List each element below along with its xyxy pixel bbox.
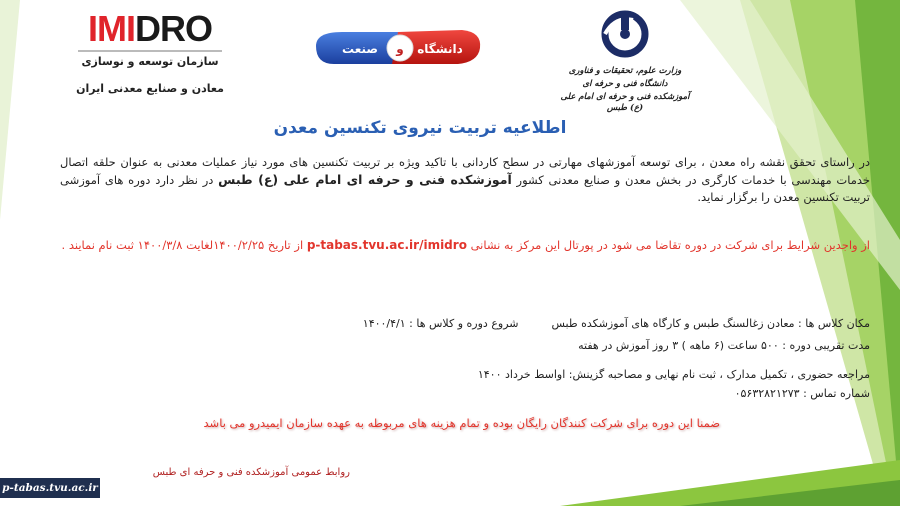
badge-text-industry: صنعت — [342, 42, 378, 56]
registration-text-part1: از واجدین شرایط برای شرکت در دوره تقاضا می شود در پورتال این مرکز به نشانی — [470, 238, 870, 252]
imidro-subtitle-2: معادن و صنایع معدنی ایران — [76, 82, 224, 95]
green-corner-decoration-bottom-right — [560, 440, 900, 506]
ministry-line-2: دانشگاه فنی و حرفه ای — [582, 79, 668, 89]
imidro-divider — [78, 50, 222, 52]
imidro-wordmark — [70, 10, 230, 48]
imidro-logo — [70, 10, 230, 95]
imidro-wordmark-black: DRO — [135, 8, 212, 49]
referral-info: مراجعه حضوری ، تکمیل مدارک ، ثبت نام نهایی و مصاحبه گزینش: اواسط خرداد ۱۴۰۰ — [477, 368, 870, 381]
public-relations-signature: روابط عمومی آموزشکده فنی و حرفه ای طبس — [152, 467, 350, 478]
ministry-line-3: آموزشکده فنی و حرفه ای امام علی (ع) طبس — [560, 92, 690, 113]
intro-text-part1: در راستای تحقق نقشه راه معدن ، برای توسعه آموزشهای مهارتی در سطح کاردانی با تاکید ویژه بر تربیت تکنسین های مورد نیاز عملیات معدنی به عنوان حلقه اتصال خدمات مهندسی با خدمات کارگری در بخش معدن و صنایع معدنی کشور — [60, 155, 871, 187]
ministry-logo — [560, 10, 690, 114]
imidro-wordmark-red: IMI — [88, 8, 135, 49]
imidro-subtitle-1: سازمان توسعه و نوسازی — [81, 55, 219, 68]
registration-paragraph — [60, 236, 870, 255]
course-duration: مدت تقریبی دوره : ۵۰۰ ساعت (۶ ماهه ) ۳ روز آموزش در هفته — [578, 339, 870, 352]
intro-text-part2: در نظر دارد دوره های آموزشی تربیت تکنسین معدن را برگزار نماید. — [60, 173, 870, 204]
institute-name: آموزشکده فنی و حرفه ای امام علی (ع) طبس — [218, 172, 512, 187]
ministry-line-1: وزارت علوم، تحقیقات و فناوری — [568, 66, 682, 76]
course-start-date: شروع دوره و کلاس ها : ۱۴۰۰/۴/۱ — [362, 317, 519, 330]
contact-phone: شماره تماس : ۰۵۶۳۲۸۲۱۲۷۳ — [734, 387, 870, 400]
university-industry-badge — [312, 26, 484, 68]
badge-text-university: دانشگاه — [417, 42, 463, 56]
announcement-title: اطلاعیه تربیت نیروی تکنسین معدن — [273, 118, 567, 138]
website-url-badge[interactable]: p-tabas.tvu.ac.ir — [0, 478, 100, 498]
registration-portal-link[interactable]: p-tabas.tvu.ac.ir/imidro — [306, 238, 467, 252]
green-corner-decoration-left — [0, 0, 60, 506]
tvu-emblem-icon — [593, 10, 657, 60]
registration-text-part2: از تاریخ ۱۴۰۰/۲/۲۵لغایت ۱۴۰۰/۳/۸ ثبت نام نمایند . — [61, 238, 304, 252]
free-course-note: ضمنا این دوره برای شرکت کنندگان رایگان بوده و تمام هزینه های مربوطه به عهده سازمان ایمیدرو می باشد — [203, 416, 720, 430]
intro-paragraph — [60, 154, 870, 206]
class-location-line — [60, 316, 870, 331]
badge-text-and: و — [396, 42, 404, 56]
class-location: مکان کلاس ها : معادن زغالسنگ طبس و کارگاه های آموزشکده طبس — [551, 317, 870, 330]
